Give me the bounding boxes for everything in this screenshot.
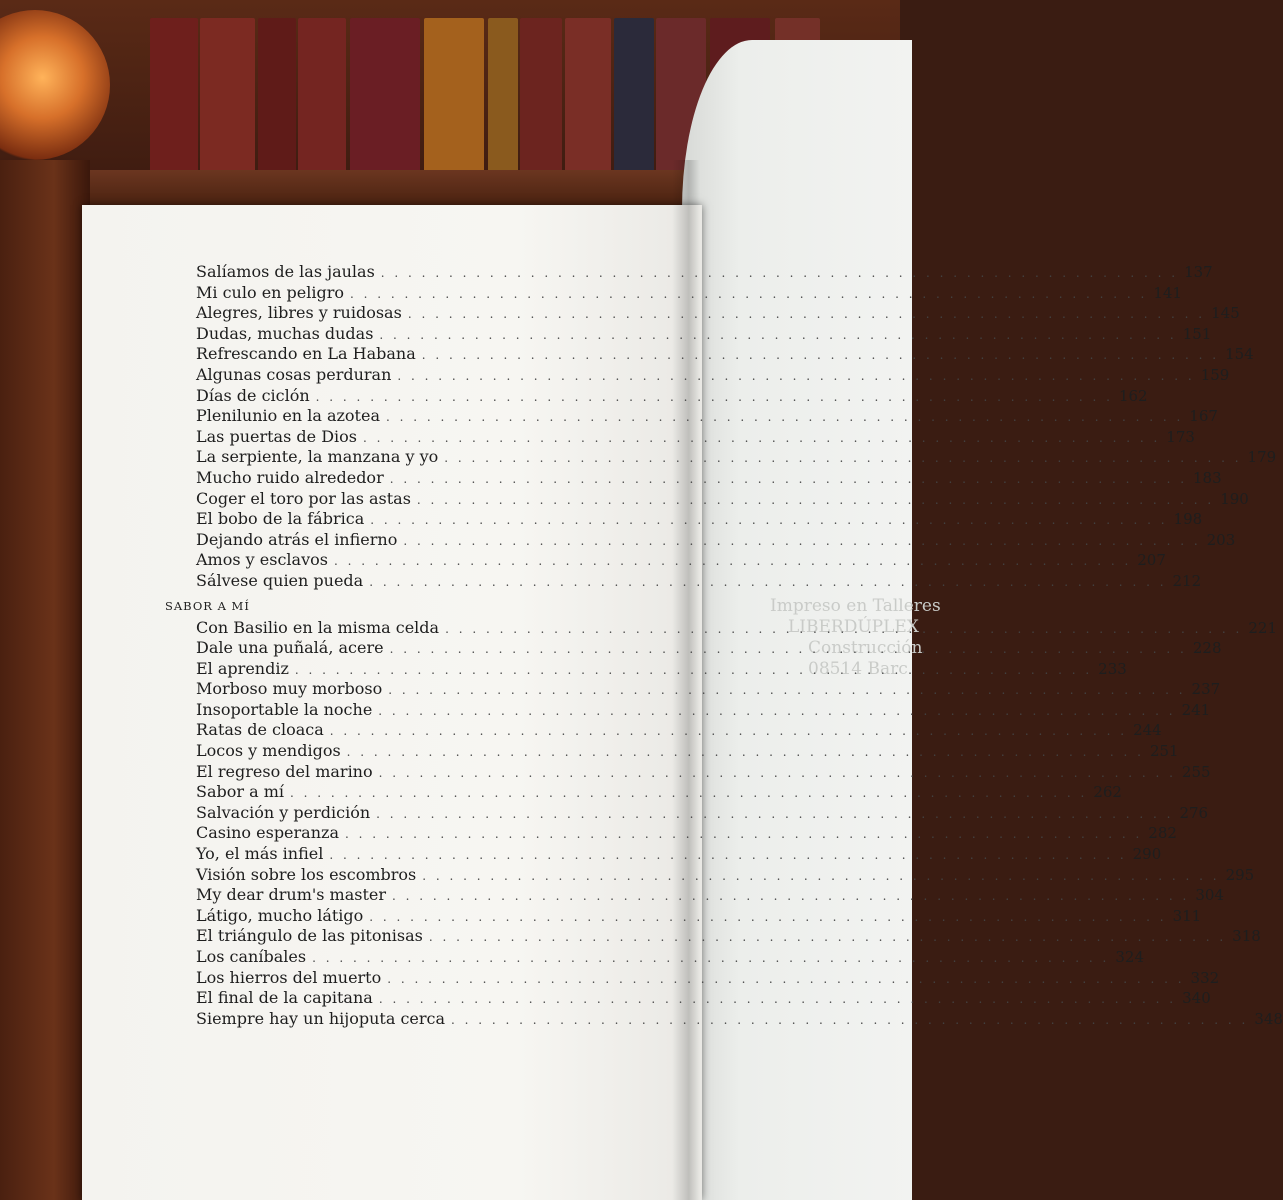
dot-leader: [397, 366, 1194, 387]
toc-entry-page-number: 228: [1192, 639, 1222, 658]
toc-entry-page-number: 276: [1179, 803, 1209, 822]
toc-entry: [165, 447, 1277, 468]
toc-entry: [165, 864, 1255, 886]
toc-entry: [165, 467, 1222, 489]
toc-entry: [165, 426, 1195, 448]
toc-entry: [165, 550, 1166, 571]
dot-leader: [347, 742, 1144, 763]
toc-entry: [165, 699, 1211, 721]
toc-entry-page-number: 241: [1181, 700, 1211, 719]
book-spine: [614, 18, 654, 178]
dot-leader: [403, 531, 1200, 552]
toc-entry-page-number: 154: [1225, 345, 1254, 364]
toc-entry-title: Siempre hay un hijoputa cerca: [196, 1008, 446, 1028]
dot-leader: [295, 660, 1092, 681]
toc-entry-page-number: 295: [1225, 865, 1255, 884]
book-spine: [200, 18, 255, 178]
toc-entry-page-number: 198: [1173, 510, 1203, 529]
toc-entry: [165, 406, 1218, 427]
dot-leader: [445, 619, 1242, 640]
toc-entry-title: Plenilunio en la azotea: [196, 406, 380, 426]
toc-entry-page-number: 141: [1153, 283, 1182, 302]
toc-entry-page-number: 318: [1232, 927, 1261, 946]
toc-entry-title: Locos y mendigos: [196, 741, 341, 761]
book-spine: [350, 18, 420, 178]
toc-entry-title: Morboso muy morboso: [196, 679, 383, 699]
dot-leader: [417, 490, 1214, 511]
toc-entry-title: Coger el toro por las astas: [196, 488, 411, 508]
toc-entry-page-number: 262: [1093, 783, 1122, 802]
ghost-line: Construcción: [808, 638, 923, 658]
toc-entry-title: Mucho ruido alrededor: [196, 467, 384, 487]
toc-entry-page-number: 162: [1118, 386, 1148, 405]
wooden-frame: [0, 160, 90, 1200]
toc-entry-title: Látigo, mucho látigo: [196, 905, 364, 925]
toc-entry-title: Días de ciclón: [196, 385, 310, 405]
toc-entry-title: Sabor a mí: [196, 782, 285, 802]
toc-entry-title: Los caníbales: [196, 947, 307, 966]
dot-leader: [363, 428, 1160, 449]
dot-leader: [379, 325, 1176, 346]
dot-leader: [388, 680, 1185, 701]
dot-leader: [379, 989, 1176, 1010]
dot-leader: [381, 263, 1178, 284]
dot-leader: [334, 551, 1131, 572]
toc-entry: [165, 344, 1254, 365]
ghost-line: LIBERDÚPLEX: [788, 617, 919, 637]
toc-entry-title: Amos y esclavos: [196, 550, 328, 570]
toc-entry: [165, 282, 1182, 304]
toc-entry-page-number: 167: [1189, 407, 1218, 426]
toc-entry-page-number: 145: [1211, 304, 1240, 323]
dot-leader: [370, 510, 1167, 531]
toc-entry-title: Visión sobre los escombros: [196, 864, 417, 884]
dot-leader: [376, 804, 1173, 825]
toc-entry-page-number: 311: [1172, 906, 1202, 925]
dot-leader: [390, 639, 1187, 660]
toc-entry-page-number: 221: [1248, 618, 1278, 637]
dot-leader: [369, 572, 1166, 593]
dot-leader: [312, 948, 1109, 969]
book-spine: [150, 18, 198, 178]
toc-entry-title: Sálvese quien pueda: [196, 570, 364, 590]
toc-entry-page-number: 340: [1182, 989, 1211, 1008]
toc-entry: [165, 323, 1212, 345]
toc-entry-title: Salvación y perdición: [196, 802, 371, 822]
toc-entry-title: El regreso del marino: [196, 761, 373, 781]
toc-entry: [165, 844, 1162, 865]
book-spine: [565, 18, 611, 178]
dot-leader: [451, 1010, 1248, 1031]
dot-leader: [330, 721, 1127, 742]
dot-leader: [392, 886, 1189, 907]
toc-entry: [165, 761, 1211, 783]
toc-entry-page-number: 348: [1254, 1009, 1283, 1028]
dot-leader: [386, 407, 1183, 428]
toc-entry-page-number: 190: [1220, 489, 1249, 508]
toc-entry-title: Yo, el más infiel: [196, 844, 324, 864]
toc-entry: [165, 509, 1203, 530]
toc-entry-page-number: 207: [1137, 551, 1166, 570]
toc-entry: [165, 364, 1230, 386]
dot-leader: [350, 284, 1147, 305]
toc-entry-page-number: 290: [1132, 845, 1162, 864]
toc-entry-page-number: 203: [1206, 530, 1236, 549]
book-spine: [258, 18, 296, 178]
toc-entry-page-number: 304: [1195, 886, 1224, 905]
toc-entry-title: El final de la capitana: [196, 988, 373, 1008]
toc-entry-page-number: 255: [1181, 762, 1211, 781]
toc-entry: [165, 385, 1148, 407]
toc-entry-title: Casino esperanza: [196, 823, 339, 843]
toc-entry-title: Dale una puñalá, acere: [196, 638, 384, 658]
toc-entry-page-number: 282: [1148, 824, 1177, 843]
toc-entry-title: Salíamos de las jaulas: [196, 262, 375, 281]
toc-entry-title: Mi culo en peligro: [196, 282, 345, 302]
toc-entry: [165, 823, 1177, 844]
dot-leader: [422, 345, 1219, 366]
toc-entry: [165, 303, 1240, 324]
ghost-line: Impreso en Talleres: [770, 596, 941, 616]
toc-entry: [165, 802, 1209, 824]
toc-entry: [165, 988, 1211, 1009]
toc-entry-page-number: 244: [1133, 721, 1162, 740]
dot-leader: [387, 969, 1184, 990]
dot-leader: [329, 845, 1126, 866]
toc-entry: [165, 679, 1221, 700]
toc-entry-page-number: 179: [1247, 448, 1277, 467]
toc-entry-title: La serpiente, la manzana y yo: [196, 447, 439, 467]
ghost-line: 08514 Barc: [808, 659, 908, 679]
toc-entry-page-number: 212: [1172, 571, 1202, 590]
toc-entry-title: Ratas de cloaca: [196, 720, 324, 740]
toc-entry-page-number: 137: [1184, 263, 1213, 281]
toc-entry-page-number: 151: [1182, 324, 1212, 343]
toc-entry-title: Dudas, muchas dudas: [196, 323, 374, 343]
toc-entry: [165, 905, 1202, 927]
book-spine: [520, 18, 562, 178]
dot-leader: [345, 824, 1142, 845]
toc-entry: [165, 570, 1202, 592]
toc-entry: [165, 741, 1179, 762]
toc-entry-title: Las puertas de Dios: [196, 426, 357, 446]
toc-entry-title: Refrescando en La Habana: [196, 344, 416, 364]
toc-entry-page-number: 233: [1098, 659, 1127, 678]
book-spine: [424, 18, 484, 178]
toc-entry-title: Dejando atrás el infierno: [196, 529, 398, 549]
toc-entry-title: Alegres, libres y ruidosas: [196, 303, 402, 323]
toc-entry-page-number: 237: [1191, 680, 1221, 699]
toc-entry-title: El aprendiz: [196, 658, 289, 678]
toc-entry: [165, 926, 1261, 947]
toc-entry: [165, 720, 1162, 741]
toc-entry: [165, 967, 1220, 989]
dot-leader: [422, 866, 1219, 887]
toc-entry-title: Insoportable la noche: [196, 699, 373, 719]
toc-entry: [165, 885, 1224, 906]
toc-entry: [165, 1008, 1283, 1030]
toc-entry: [165, 529, 1236, 551]
dot-leader: [379, 763, 1176, 784]
dot-leader: [378, 701, 1175, 722]
toc-entry-page-number: 173: [1166, 427, 1195, 446]
dot-leader: [390, 469, 1187, 490]
toc-entry-page-number: 159: [1200, 365, 1230, 384]
toc-entry-title: Algunas cosas perduran: [196, 364, 392, 384]
dot-leader: [408, 304, 1205, 325]
dot-leader: [316, 387, 1113, 408]
toc-entry-title: Los hierros del muerto: [196, 967, 382, 987]
toc-entry-title: El bobo de la fábrica: [196, 509, 365, 529]
book-spine: [488, 18, 518, 178]
dot-leader: [429, 927, 1226, 948]
dot-leader: [444, 448, 1241, 469]
toc-entry-page-number: 183: [1193, 468, 1222, 487]
toc-entry-page-number: 332: [1190, 968, 1220, 987]
toc-entry: [165, 262, 1213, 283]
toc-entry-page-number: 324: [1115, 948, 1144, 966]
toc-entry-page-number: 251: [1149, 742, 1179, 761]
section-heading: SABOR A MÍ: [165, 598, 250, 613]
book-spine: [298, 18, 346, 178]
toc-entry: [165, 782, 1122, 803]
toc-entry-title: El triángulo de las pitonisas: [196, 926, 423, 946]
toc-entry: [165, 947, 1144, 968]
toc-entry-title: Con Basilio en la misma celda: [196, 617, 440, 637]
toc-entry-title: My dear drum's master: [196, 885, 387, 905]
toc-entry: [165, 488, 1249, 510]
toc-list-part1: [165, 262, 1277, 592]
dot-leader: [369, 907, 1166, 928]
dot-leader: [290, 783, 1087, 804]
